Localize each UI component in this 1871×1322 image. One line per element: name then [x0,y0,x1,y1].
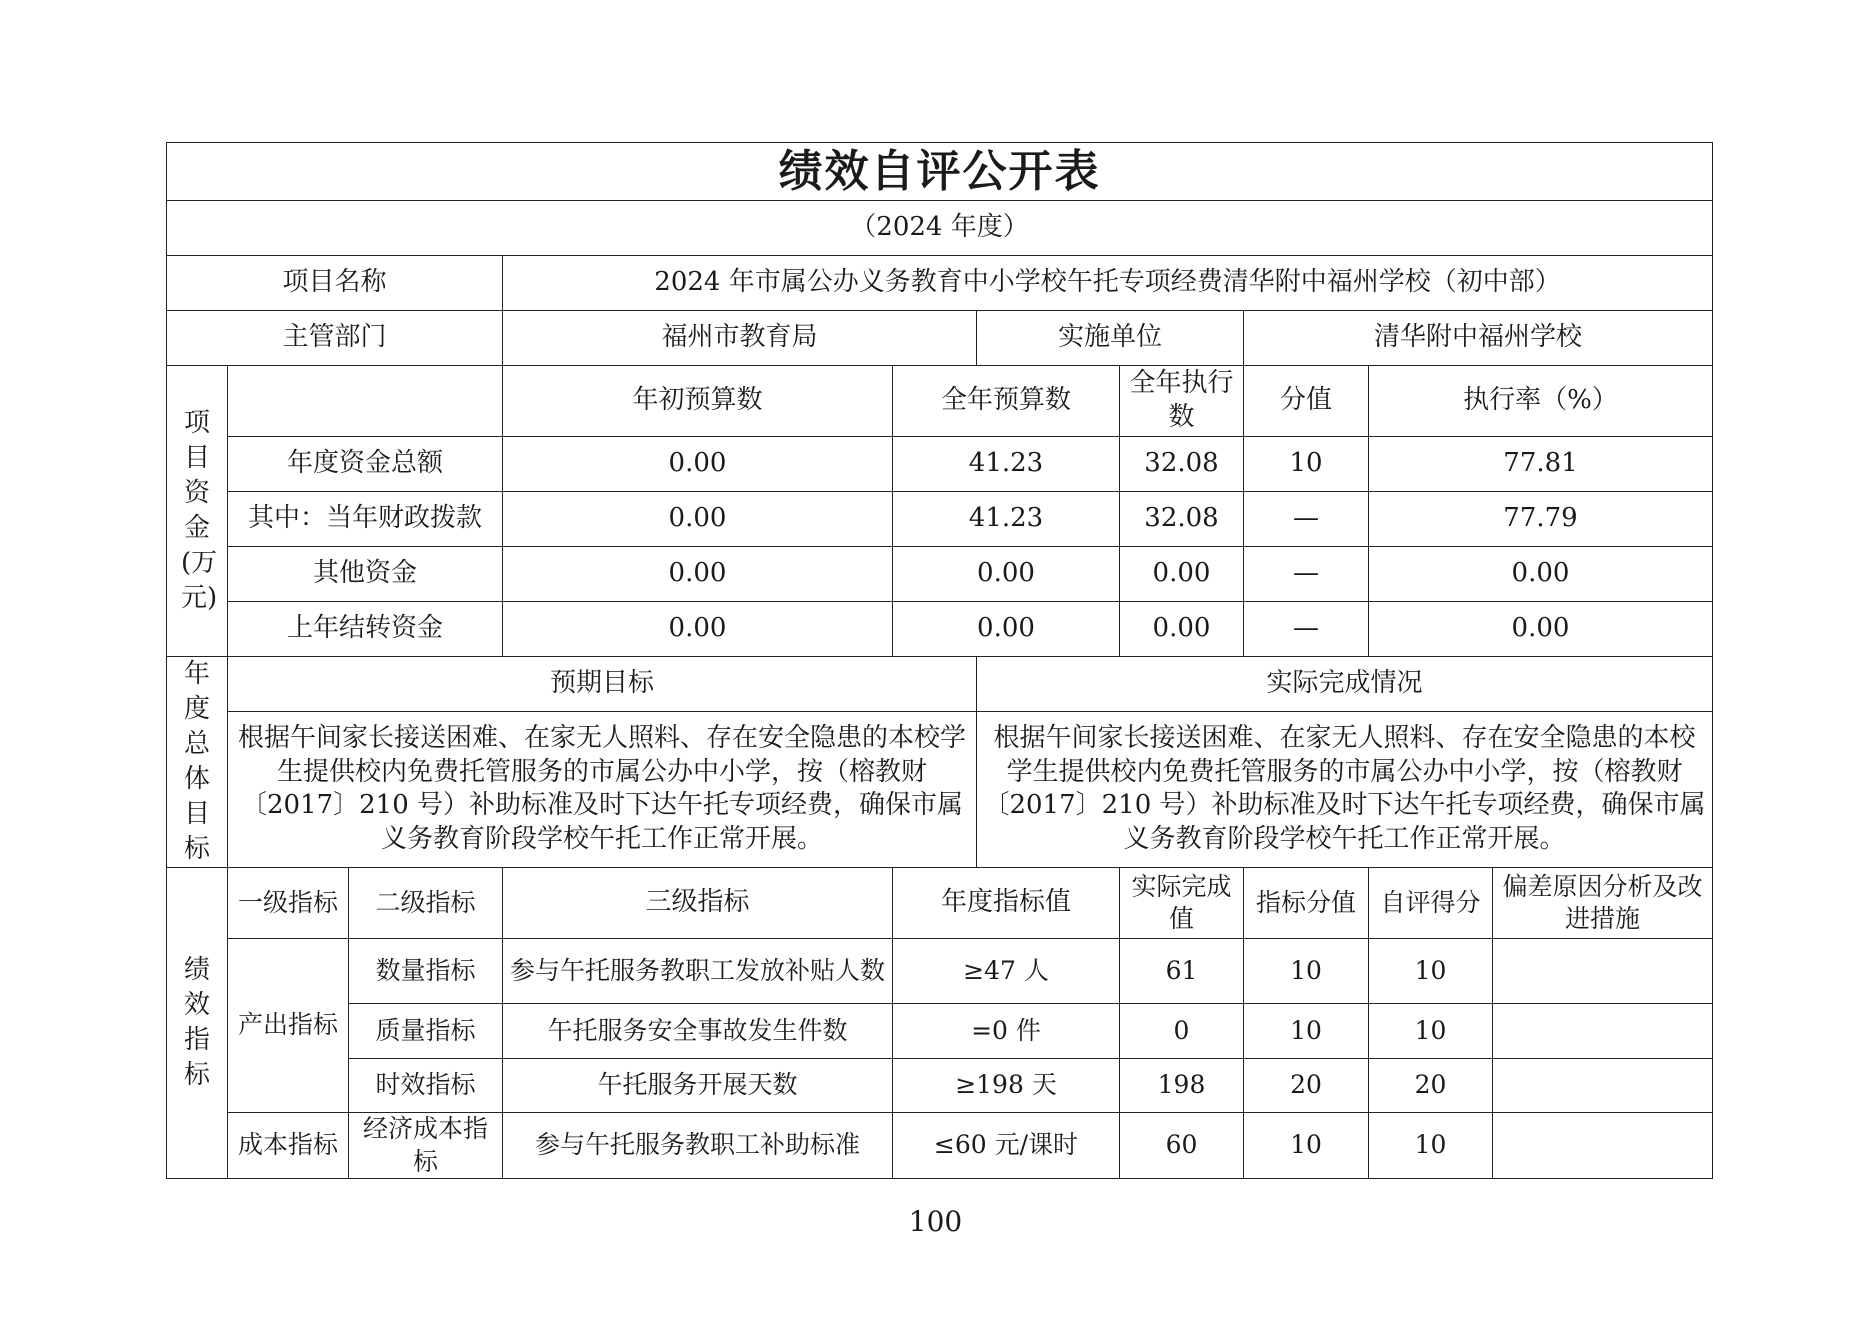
indicator-row [167,939,1713,1004]
page-number: 100 [908,1205,963,1238]
fund-name: 其中：当年财政拨款 [228,492,503,547]
fund-initial: 0.00 [503,547,893,602]
indicator-header-target: 年度指标值 [893,868,1120,939]
indicator-target: ≥198 天 [893,1059,1120,1113]
fund-score-value: — [1244,547,1369,602]
indicator-level3: 参与午托服务教职工补助标准 [503,1113,893,1179]
fund-rate: 0.00 [1369,547,1713,602]
indicator-row [167,1059,1713,1113]
form-title: 绩效自评公开表 [167,143,1713,201]
indicator-header-reason: 偏差原因分析及改进措施 [1493,868,1713,939]
indicator-target: =0 件 [893,1004,1120,1059]
indicator-level2: 数量指标 [349,939,503,1004]
fund-rate: 0.00 [1369,602,1713,657]
indicator-actual: 61 [1120,939,1244,1004]
indicator-header-level2: 二级指标 [349,868,503,939]
indicator-reason [1493,1004,1713,1059]
indicator-row [167,1113,1713,1179]
indicator-actual: 0 [1120,1004,1244,1059]
form-year: （2024 年度） [167,201,1713,256]
funds-row [167,602,1713,657]
fund-name: 上年结转资金 [228,602,503,657]
output-indicator-group: 产出指标 [228,939,349,1113]
indicator-points: 20 [1244,1059,1369,1113]
expected-goal-label: 预期目标 [228,657,977,712]
fund-score-value: — [1244,492,1369,547]
fund-score-value: — [1244,602,1369,657]
fund-executed: 0.00 [1120,602,1244,657]
unit-label: 实施单位 [977,311,1244,366]
expected-goal-text: 根据午间家长接送困难、在家无人照料、存在安全隐患的本校学生提供校内免费托管服务的市属公办中小学，按（榕教财〔2017〕210 号）补助标准及时下达午托专项经费，确保市属义务教育阶段学校午托工作正常开展。 [228,711,977,867]
project-name-label: 项目名称 [167,256,503,311]
indicator-points: 10 [1244,939,1369,1004]
project-name-value: 2024 年市属公办义务教育中小学校午托专项经费清华附中福州学校（初中部） [503,256,1713,311]
indicator-row [167,1004,1713,1059]
goals-section-label: 年度总体目标 [167,657,228,868]
indicator-level3: 午托服务安全事故发生件数 [503,1004,893,1059]
indicator-header-points: 指标分值 [1244,868,1369,939]
cost-indicator-group: 成本指标 [228,1113,349,1179]
fund-rate: 77.81 [1369,437,1713,492]
indicator-score: 10 [1369,939,1493,1004]
funds-row [167,492,1713,547]
fund-annual: 0.00 [893,547,1120,602]
indicator-level2: 质量指标 [349,1004,503,1059]
indicator-reason [1493,939,1713,1004]
fund-rate: 77.79 [1369,492,1713,547]
fund-executed: 32.08 [1120,492,1244,547]
indicator-level3: 午托服务开展天数 [503,1059,893,1113]
fund-annual: 41.23 [893,437,1120,492]
fund-executed: 0.00 [1120,547,1244,602]
actual-completion-label: 实际完成情况 [977,657,1713,712]
funds-header-score-value: 分值 [1244,366,1369,437]
indicator-reason [1493,1113,1713,1179]
actual-completion-text: 根据午间家长接送困难、在家无人照料、存在安全隐患的本校学生提供校内免费托管服务的市属公办中小学，按（榕教财〔2017〕210 号）补助标准及时下达午托专项经费，确保市属义务教育阶段学校午托工作正常开展。 [977,711,1713,867]
funds-header-blank [228,366,503,437]
funds-header-executed: 全年执行数 [1120,366,1244,437]
fund-initial: 0.00 [503,602,893,657]
indicator-reason [1493,1059,1713,1113]
indicator-score: 10 [1369,1113,1493,1179]
funds-row [167,547,1713,602]
dept-label: 主管部门 [167,311,503,366]
indicator-target: ≥47 人 [893,939,1120,1004]
fund-score-value: 10 [1244,437,1369,492]
indicator-actual: 60 [1120,1113,1244,1179]
fund-initial: 0.00 [503,492,893,547]
funds-section-label: 项目资金(万元) [167,366,228,657]
fund-name: 其他资金 [228,547,503,602]
funds-header-initial: 年初预算数 [503,366,893,437]
funds-header-annual: 全年预算数 [893,366,1120,437]
unit-value: 清华附中福州学校 [1244,311,1713,366]
funds-row [167,437,1713,492]
fund-annual: 41.23 [893,492,1120,547]
indicators-section-label: 绩效指标 [167,868,228,1179]
indicator-header-level3: 三级指标 [503,868,893,939]
indicator-header-level1: 一级指标 [228,868,349,939]
indicator-score: 10 [1369,1004,1493,1059]
indicator-header-score: 自评得分 [1369,868,1493,939]
funds-header-rate: 执行率（%） [1369,366,1713,437]
fund-annual: 0.00 [893,602,1120,657]
indicator-level2: 时效指标 [349,1059,503,1113]
fund-initial: 0.00 [503,437,893,492]
indicator-level3: 参与午托服务教职工发放补贴人数 [503,939,893,1004]
indicator-level2: 经济成本指标 [349,1113,503,1179]
indicator-score: 20 [1369,1059,1493,1113]
indicator-target: ≤60 元/课时 [893,1113,1120,1179]
indicator-header-actual: 实际完成值 [1120,868,1244,939]
performance-table [166,142,1713,1179]
dept-value: 福州市教育局 [503,311,977,366]
fund-executed: 32.08 [1120,437,1244,492]
indicator-points: 10 [1244,1113,1369,1179]
indicator-points: 10 [1244,1004,1369,1059]
fund-name: 年度资金总额 [228,437,503,492]
indicator-actual: 198 [1120,1059,1244,1113]
